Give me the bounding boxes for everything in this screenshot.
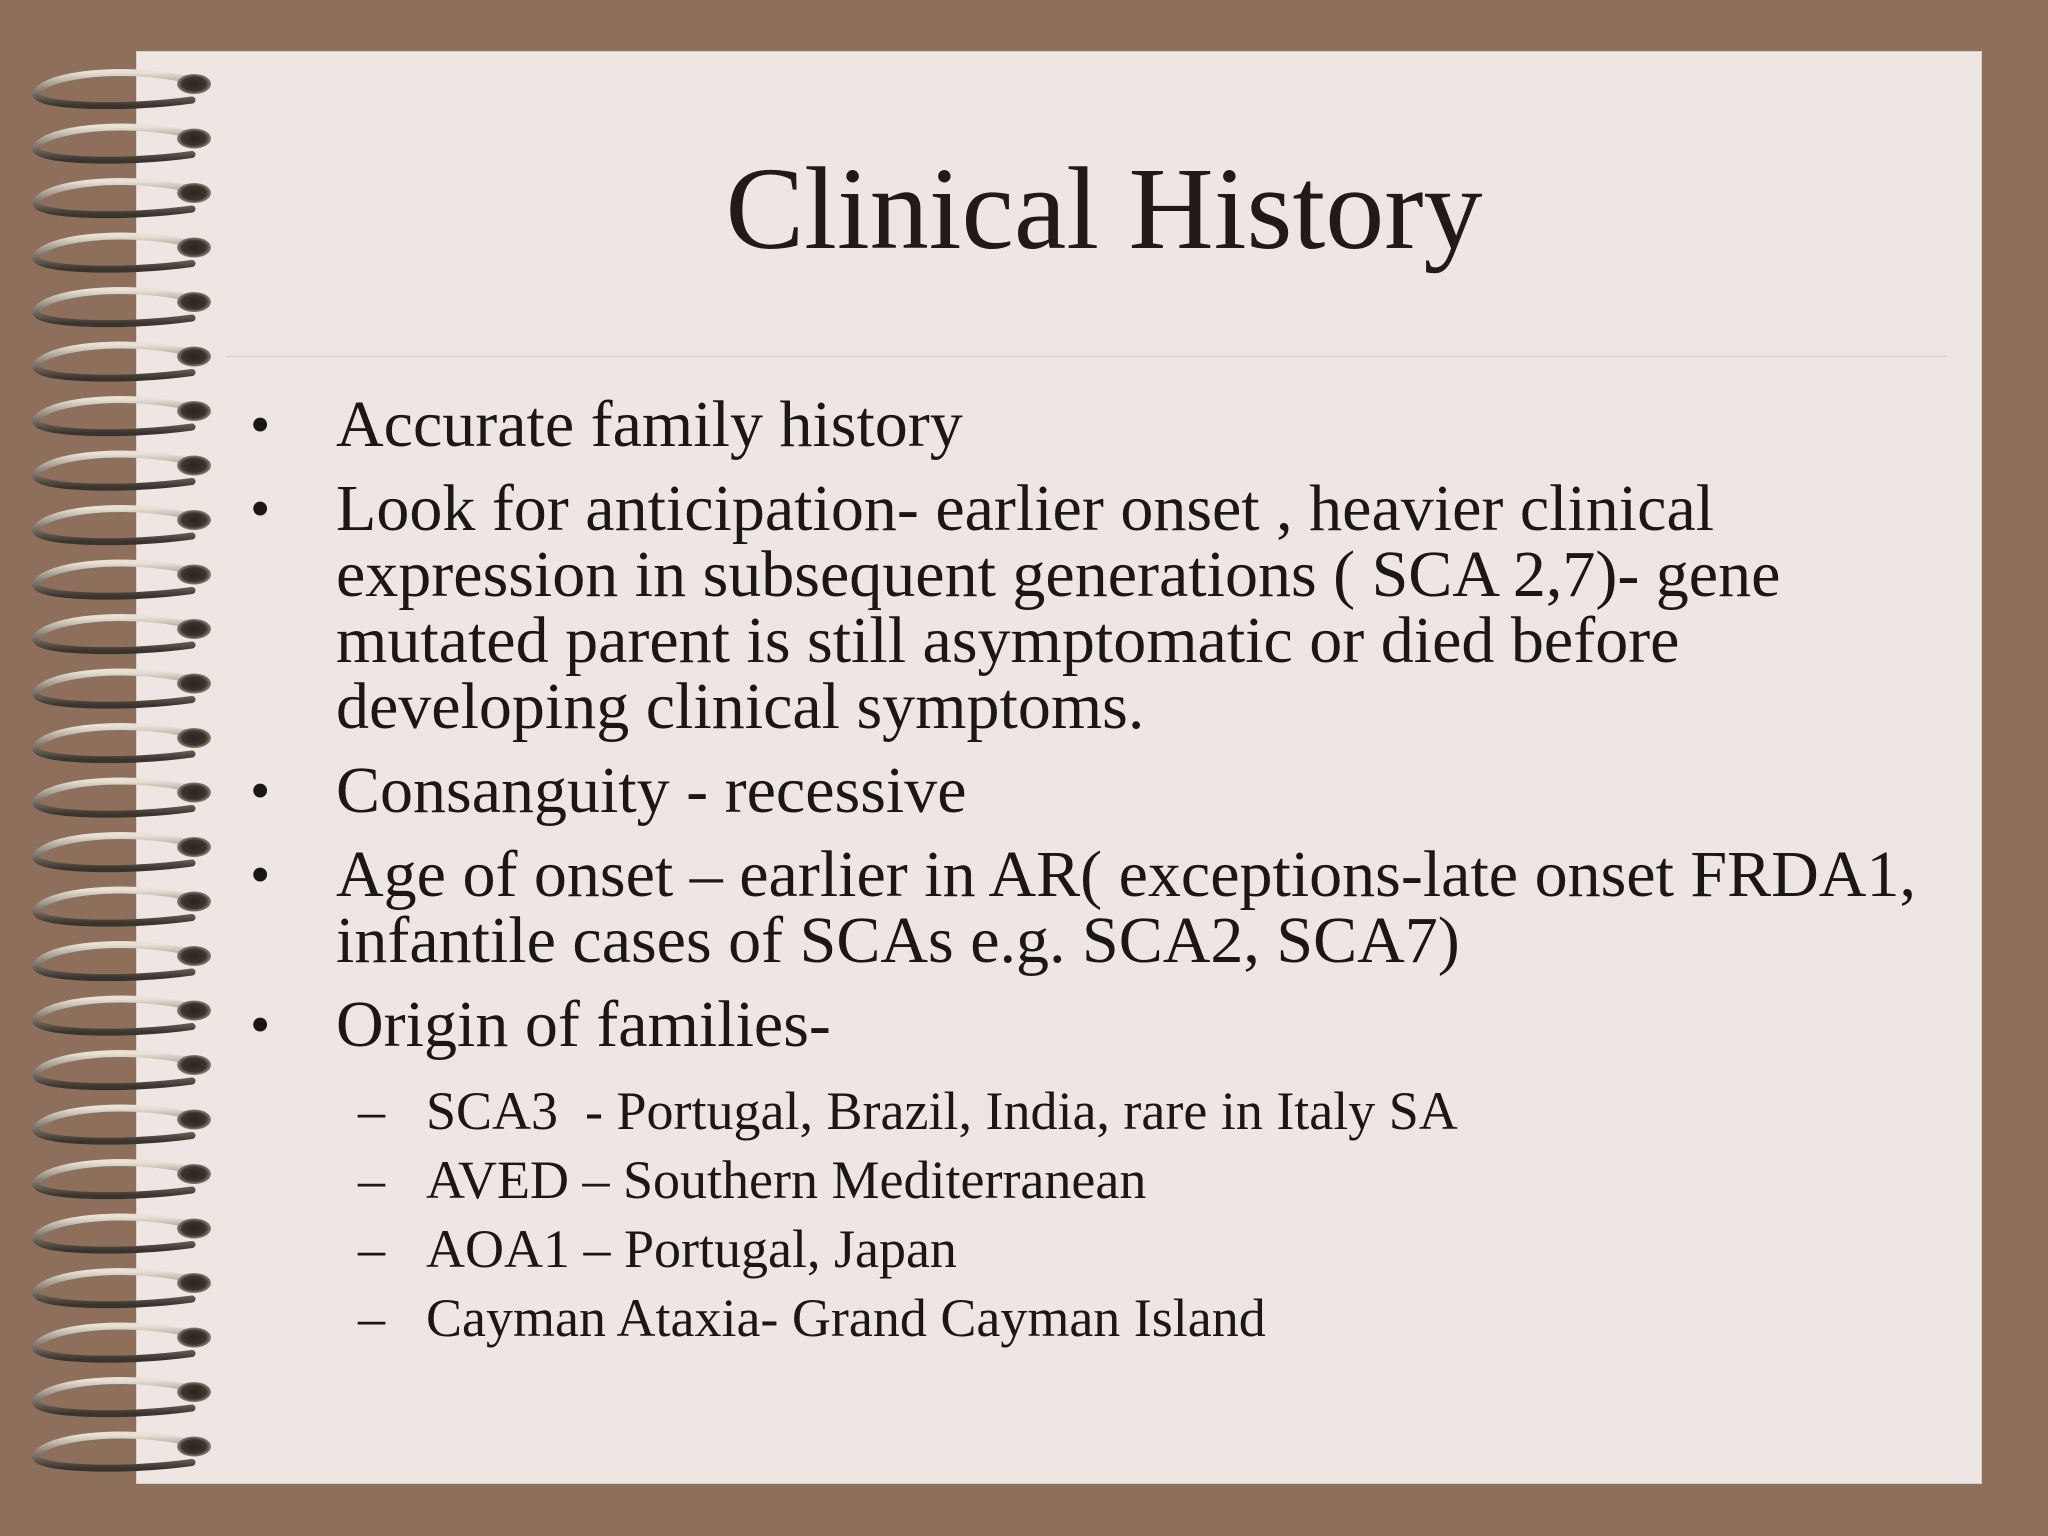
binding-hole [177,1382,211,1402]
binding-hole [177,1055,211,1075]
sub-bullet-item [250,1219,1950,1279]
binding-hole [177,892,211,912]
binding-hole [177,1164,211,1184]
binding-hole [177,1328,211,1348]
spiral-ring [36,1272,192,1305]
spiral-ring [36,73,192,106]
binding-hole [177,456,211,476]
sub-bullet-text: SCA3 - Portugal, Brazil, India, rare in Italy SA [426,1081,1458,1141]
spiral-ring [36,1217,192,1250]
binding-hole [177,292,211,312]
spiral-ring [36,890,192,923]
binding-hole [177,619,211,639]
binding-hole [177,674,211,694]
binding-hole [177,510,211,530]
binding-hole [177,347,211,367]
binding-hole [177,1001,211,1021]
spiral-ring [36,454,192,487]
slide-content [250,388,1950,1360]
bullet-text: Origin of families- [336,988,831,1061]
spiral-ring [36,509,192,542]
bullet-icon: • [250,842,271,907]
spiral-ring [36,999,192,1032]
spiral-ring [36,727,192,760]
dash-icon: – [358,1150,385,1210]
sub-bullet-text: AOA1 – Portugal, Japan [426,1219,957,1279]
bullet-item [250,388,1950,461]
spiral-ring [36,291,192,324]
binding-hole [177,74,211,94]
spiral-binding-icon [0,60,230,1480]
binding-hole [177,1437,211,1457]
binding-hole [177,1273,211,1293]
binding-hole [177,401,211,421]
spiral-ring [36,672,192,705]
sub-bullet-item [250,1288,1950,1348]
binding-hole [177,1110,211,1130]
binding-hole [177,837,211,857]
binding-hole [177,565,211,585]
spiral-ring [36,1326,192,1359]
spiral-ring [36,618,192,651]
spiral-ring [36,1108,192,1141]
title-divider [226,356,1946,357]
dash-icon: – [358,1081,385,1141]
bullet-item [250,988,1950,1061]
spiral-ring [36,1435,192,1468]
spiral-ring [36,781,192,814]
bullet-icon: • [250,476,271,541]
binding-hole [177,783,211,803]
spiral-ring [36,945,192,978]
sub-bullet-text: Cayman Ataxia- Grand Cayman Island [426,1288,1266,1348]
dash-icon: – [358,1288,385,1348]
bullet-item [250,838,1950,977]
bullet-text: Look for anticipation- earlier onset , heavier clinical expression in subsequent generations ( SCA 2,7)- gene mutated parent is still asymptomatic or died before developing clinical symptoms. [336,472,1781,743]
spiral-ring [36,836,192,869]
spiral-ring [36,1054,192,1087]
spiral-ring [36,1163,192,1196]
binding-hole [177,728,211,748]
bullet-item [250,472,1950,743]
spiral-ring [36,563,192,596]
dash-icon: – [358,1219,385,1279]
slide-title: Clinical History [725,143,1483,274]
bullet-item [250,754,1950,827]
spiral-ring [36,345,192,378]
bullet-icon: • [250,992,271,1057]
bullet-icon: • [250,392,271,457]
sub-bullet-item [250,1150,1950,1210]
bullet-text: Consanguity - recessive [336,754,967,827]
binding-hole [177,946,211,966]
sub-bullet-text: AVED – Southern Mediterranean [426,1150,1147,1210]
bullet-icon: • [250,758,271,823]
bullet-text: Accurate family history [336,388,963,461]
bullet-text: Age of onset – earlier in AR( exceptions-late onset FRDA1, infantile cases of SCAs e.g. SCA2, SCA7) [336,838,1916,977]
spiral-ring [36,1381,192,1414]
spiral-ring [36,400,192,433]
sub-bullet-item [250,1081,1950,1141]
binding-hole [177,129,211,149]
binding-hole [177,1219,211,1239]
